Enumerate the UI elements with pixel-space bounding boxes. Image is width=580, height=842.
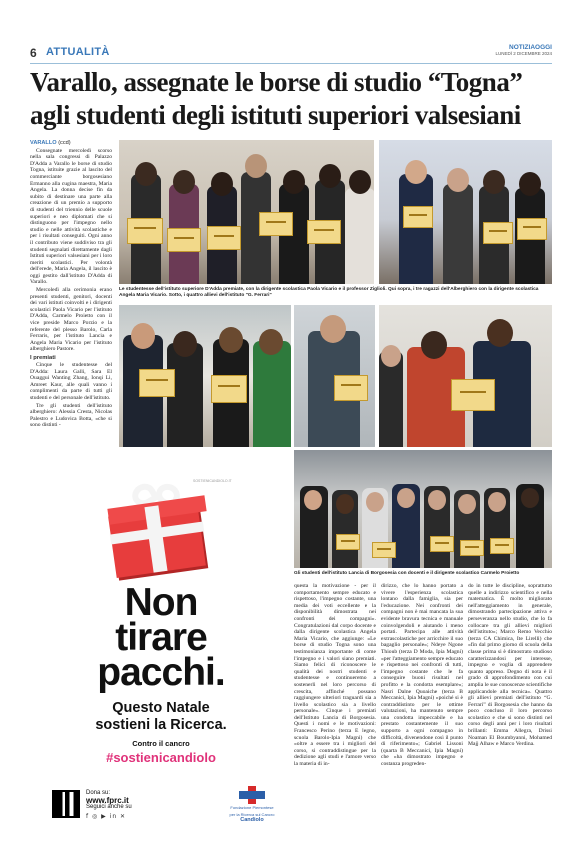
- photo-alberghiero-students: [379, 140, 552, 284]
- social-icons[interactable]: f ◎ ▶ in ✕: [86, 813, 127, 820]
- ad-headline-line-2: tirare: [115, 616, 207, 659]
- article-column-2: [294, 583, 376, 769]
- article-column-3: [381, 583, 463, 769]
- subhead: I premiati: [30, 355, 56, 361]
- qr-code-icon[interactable]: [52, 790, 80, 818]
- paragraph: Mercoledì alla cerimonia erano presenti studenti, genitori, docenti dei vari istituti coinvolti e i dirigenti scolastici Paola Vicario per l'istituto D'Adda, Carmelo Proietto con il vice preside Marco Porzio e la referente del plesso Barolo, Carla Ferraris, per l'istituto Lancia e Angela Maria Vicario per l'istituto alberghiero Pastore.: [30, 287, 112, 353]
- article-column-1: [30, 140, 112, 430]
- ad-contact-info: [86, 790, 132, 811]
- ad-subheadline-line-2: sostieni la Ricerca.: [95, 717, 227, 733]
- advertisement-fprc[interactable]: [30, 472, 292, 836]
- ad-tagline: Contro il cancro: [132, 739, 190, 748]
- dateline-city: VARALLO: [30, 140, 57, 146]
- ad-headline-line-3: pacchi.: [97, 651, 225, 694]
- follow-label: Seguici anche su: [86, 804, 132, 810]
- paragraph: Cinque le studentesse del D'Adda: Laura Galli, Sara El Ouaggui Wanting Zhang, Ionqi Li, Amreet Kaur, alle quali vanno i complimenti da parte di tutti gli studenti e del personale dell'istituto.: [30, 362, 112, 401]
- photo-dadda-students: [119, 140, 374, 284]
- donate-website-link[interactable]: www.fprc.it: [86, 796, 129, 805]
- page-header: [30, 44, 552, 64]
- dateline: [30, 140, 112, 147]
- ad-hashtag: #sostienicandiolo: [106, 750, 216, 765]
- ad-headline-line-1: Non: [124, 581, 198, 624]
- org-name-line-1: Fondazione Piemontese: [230, 805, 274, 810]
- ad-subheadline-line-1: Questo Natale: [112, 700, 210, 716]
- photo-lancia-group: [294, 450, 552, 568]
- section-label: ATTUALITÀ: [46, 46, 110, 58]
- paragraph: do in tutte le discipline, soprattutto quelle a indirizzo scientifico e nella matematica. È molto migliorato nell'atteggiamento in generale, dimostrando partecipazione attiva e perseveranza nello studio, che lo fa collocare tra gli allievi migliori dell'istituto»; Marco Remo Vecchio (terza CA Chimica, Ite Lirelli) che «fin dal primo giorno di scuola della classe prima si è dimostrato studioso caratterizzandosi per interesse, impegno e voglia di apprendere quanto appreso. Degno di nota è il grado di approfondimento con cui amplia le sue conoscenze scientifiche applicandole alla tecnica». Quattro gli allievi premiati dell'istituto “G. Ferrari” di Borgosesia che hanno da poco concluso il loro percorso scolastico e che si sono distinti nel corso degli anni per i loro risultati brillanti: Emma Allegra, Drissi Noaman El Boumbyanni, Mohamed Majj Alhaw e Marco Verdina.: [468, 583, 552, 748]
- paragraph: dirizzo, che lo hanno portato a vivere l'esperienza scolastica lontano dalla famiglia, sia per l'educazione. Nei confronti dei compagni non è mai mancata la sua evidente bravura tecnica e manuale coinvolgendoli e aiutando i meno portati. Partecipa alle attività extrascolastiche per arricchire il suo bagaglio personale»; Ndeye Ngone Thioub (terza D Moda, Ipia Magni) «per l'atteggiamento sempre educato e rispettoso nei confronti di tutti, l'impegno costante che le fa conseguire buoni risultati nel profitto e la condotta esemplare»; Nasri Dalne Quoaiche (terza B Meccanici, Ipia Magni) «poiché si è contraddistinto per le ottime valutazioni, ha mantenuto sempre una condotta impeccabile e ha prestato costantemente il suo supporto a ogni compagno in difficoltà, divenendone così il punto di riferimento»; Gabriel Lissoni (quarta B Meccanici, Ipia Magni) che «ha dimostrato impegno e costanza progreden-: [381, 583, 463, 768]
- org-name-line-3: Candiolo: [240, 817, 264, 824]
- ad-watermark: SOSTIENICANDIOLO.IT: [193, 479, 232, 483]
- paragraph: questa la motivazione - per il comportamento sempre educato e rispettoso, l'impegno costante, una media dei voti eccellente e la disponibilità dimostrata nei confronti dei compagni». Congratulazioni dal corpo docente e dalla dirigente scolastica Angela Maria Vicario, che aggiunge: «Le borse di studio Togna sono una testimonianza importante di come l'impegno e i valori siano premiati. Siamo felici di riconoscere le qualità dei nostri studenti e studentesse e continueremo a sostenerli nel loro percorso di crescita, affinché possano raggiungere ulteriori traguardi sia a livello scolastico sia a livello personale». Cinque i premiati dell'Istituto Lancia di Borgosesia. Questi i nomi e le motivazioni: Francesco Perino (terza E legno, scuola Barolo-Ipia Magni) che «oltre a essere tra i migliori del corso, si contraddistingue per la dedizione agli studi e l'amore verso la materia di in-: [294, 583, 376, 768]
- donate-label: Dona su:: [86, 790, 111, 796]
- photo-ferrari-students: [119, 305, 291, 447]
- photo-caption-bottom: Gli studenti dell'istituto Lancia di Borgosesia con docenti e il dirigente scolastico Carmelo Proietto: [294, 571, 520, 576]
- dateline-author: (ccd): [58, 140, 71, 146]
- paragraph: Tre gli studenti dell'istituto alberghiero: Alessia Cresta, Nicolas Palestro e Ludovica Botta, «che si sono distinti -: [30, 402, 112, 429]
- gift-box-illustration: [108, 484, 206, 572]
- fpc-logo: [224, 786, 280, 823]
- paragraph: Consegnate mercoledì scorso nella sala congressi di Palazzo D'Adda a Varallo le borse di studio Togna, istituite grazie al lascito del commerciante borgosesiano Ermanno alla cugina maestra, Maria Angela. La donna decise fin da subito di destinare una parte alla creazione di un premio a supporto di studenti del triennio delle scuole superiori e neo diplomati che si distinguono per l'impegno nello studio e nelle attività scolastiche e per i risultati conseguiti. Ogni anno il contributo viene suddiviso tra gli studenti segnalati direttamente dagli Istituti superiori valsesiani per i loro meriti scolastici. Per volontà dell'erede, Maria Angela, il lascito è oggi gestito dall'istituto D'Adda di Varallo.: [30, 147, 112, 286]
- article-column-4: [468, 583, 552, 749]
- cross-logo-icon: [239, 786, 265, 804]
- article-title: Varallo, assegnate le borse di studio “Togna” agli studenti degli istituti superiori valsesiani: [30, 67, 523, 130]
- newspaper-name: NOTIZIAOGGI: [509, 44, 552, 51]
- newspaper-masthead: [495, 44, 552, 56]
- org-name-line-2: per la Ricerca sul Cancro: [229, 811, 275, 817]
- issue-date: LUNEDÌ 2 DICEMBRE 2024: [495, 51, 552, 56]
- photo-student-portrait: [294, 305, 375, 447]
- page-number: 6: [30, 46, 37, 60]
- photo-lancia-pair: [379, 305, 552, 447]
- photo-caption-top: Le studentesse dell'istituto superiore D'Adda premiate, con la dirigente scolastica Paola Vicario e il professor Ziglioli. Qui sopra, i tre ragazzi dell'Alberghiero con la dirigente scolastica Angela Maria Vicario. Sotto, i quattro allievi dell'istituto "G. Ferrari": [119, 287, 539, 298]
